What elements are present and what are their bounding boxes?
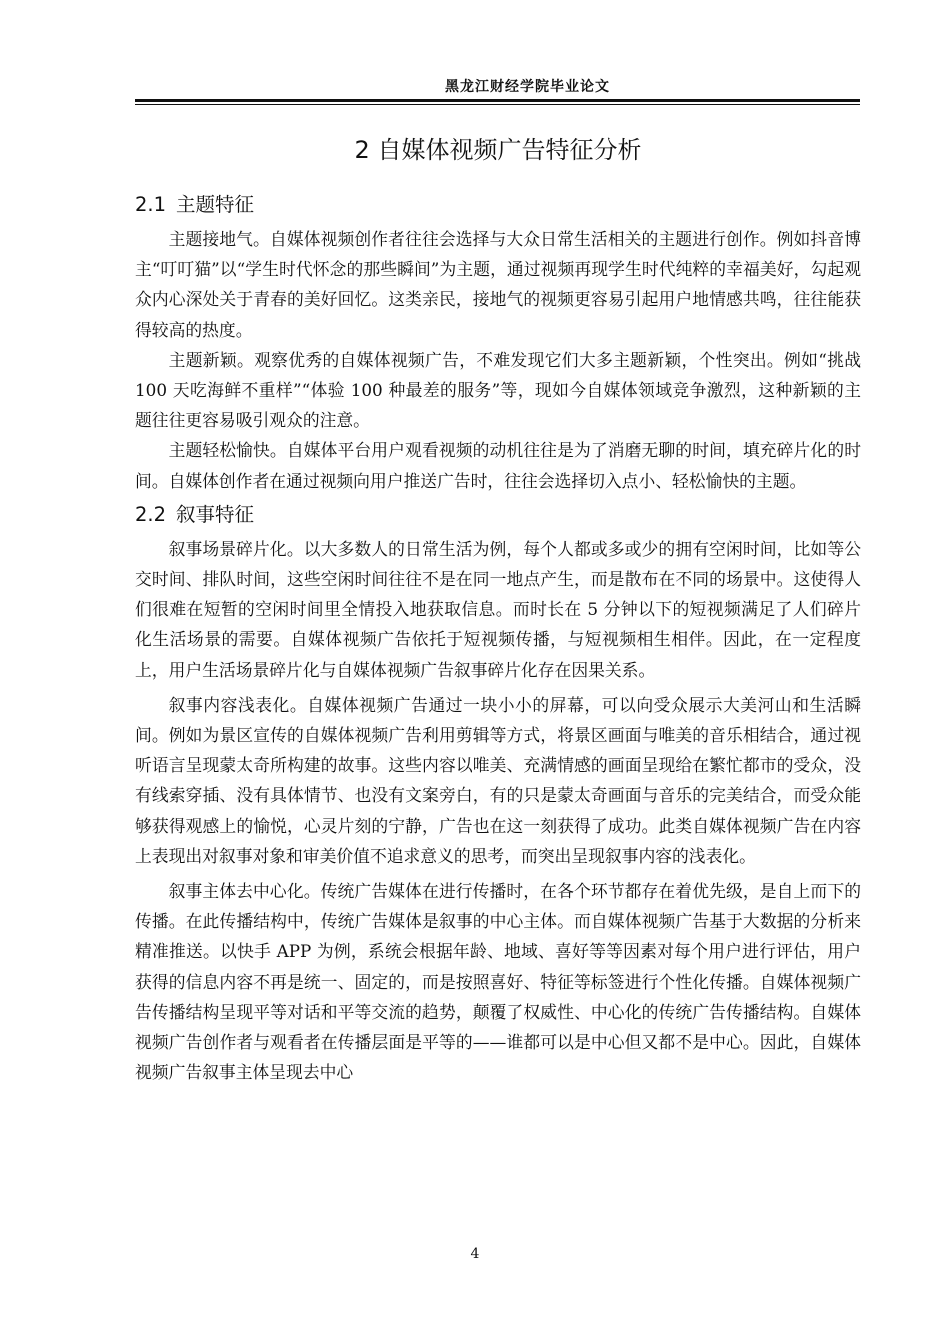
section-number: 2.2 [135, 502, 167, 526]
page-body [135, 128, 861, 1087]
body-paragraph: 叙事主体去中心化。传统广告媒体在进行传播时，在各个环节都存在着优先级，是自上而下的传播。在此传播结构中，传统广告媒体是叙事的中心主体。而自媒体视频广告基于大数据的分析来精准推送。以快手 APP 为例，系统会根据年龄、地域、喜好等等因素对每个用户进行评估，用户获得的信息内容不再是统一、固定的，而是按照喜好、特征等标签进行个性化传播。自媒体视频广告传播结构呈现平等对话和平等交流的趋势，颠覆了权威性、中心化的传统广告传播结构。自媒体视频广告创作者与观看者在传播层面是平等的——谁都可以是中心但又都不是中心。因此，自媒体视频广告叙事主体呈现去中心 [135, 881, 861, 1083]
chapter-title: 2 自媒体视频广告特征分析 [354, 136, 642, 164]
running-header: 黑龙江财经学院毕业论文 [445, 79, 610, 95]
section-number: 2.1 [135, 193, 167, 216]
body-paragraph: 叙事内容浅表化。自媒体视频广告通过一块小小的屏幕，可以向受众展示大美河山和生活瞬间。例如为景区宣传的自媒体视频广告利用剪辑等方式，将景区画面与唯美的音乐相结合，通过视听语言呈现蒙太奇所构建的故事。这些内容以唯美、充满情感的画面呈现给在繁忙都市的受众，没有线索穿插、没有具体情节、也没有文案旁白，有的只是蒙太奇画面与音乐的完美结合，而受众能够获得观感上的愉悦，心灵片刻的宁静，广告也在这一刻获得了成功。此类自媒体视频广告在内容上表现出对叙事对象和审美价值不追求意义的思考，而突出呈现叙事内容的浅表化。 [135, 694, 861, 866]
page-number: 4 [470, 1246, 480, 1262]
body-paragraph: 叙事场景碎片化。以大多数人的日常生活为例，每个人都或多或少的拥有空闲时间，比如等公交时间、排队时间，这些空闲时间往往不是在同一地点产生，而是散布在不同的场景中。这使得人们很难在短暂的空闲时间里全情投入地获取信息。而时长在 5 分钟以下的短视频满足了人们碎片化生活场景的需要。自媒体视频广告依托于短视频传播，与短视频相生相伴。因此，在一定程度上，用户生活场景碎片化与自媒体视频广告叙事碎片化存在因果关系。 [135, 538, 861, 680]
header-rule-thick [135, 99, 860, 102]
body-paragraph: 主题接地气。自媒体视频创作者往往会选择与大众日常生活相关的主题进行创作。例如抖音博主“叮叮猫”以“学生时代怀念的那些瞬间”为主题，通过视频再现学生时代纯粹的幸福美好，勾起观众内心深处关于青春的美好回忆。这类亲民，接地气的视频更容易引起用户地情感共鸣，往往能获得较高的热度。 [135, 229, 861, 340]
section-title: 叙事特征 [176, 502, 255, 526]
section-heading [135, 496, 861, 534]
body-paragraph: 主题轻松愉快。自媒体平台用户观看视频的动机往往是为了消磨无聊的时间，填充碎片化的时间。自媒体创作者在通过视频向用户推送广告时，往往会选择切入点小、轻松愉快的主题。 [135, 440, 861, 491]
section-heading [135, 186, 861, 224]
section-title: 主题特征 [176, 193, 255, 216]
body-paragraph: 主题新颖。观察优秀的自媒体视频广告，不难发现它们大多主题新颖，个性突出。例如“挑战 100 天吃海鲜不重样”“体验 100 种最差的服务”等，现如今自媒体领域竞争激烈，这种新颖的主题往往更容易吸引观众的注意。 [135, 349, 861, 431]
header-rule-thin [135, 104, 860, 105]
